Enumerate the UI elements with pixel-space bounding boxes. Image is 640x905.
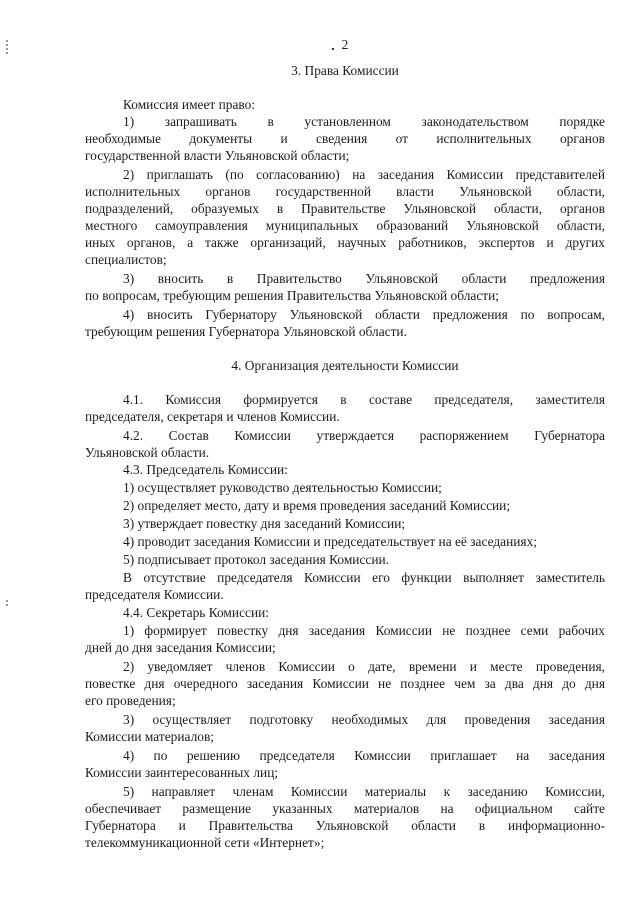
paragraph-line: его проведения; [85, 693, 176, 708]
paragraph-line: обеспечивает размещение указанных материалов на официальном сайте [85, 801, 605, 816]
paragraph-line: 4) по решению председателя Комиссии приглашает на заседания [123, 748, 605, 763]
paragraph-line: Комиссии заинтересованных лиц; [85, 765, 279, 780]
paragraph-line: председателя, секретаря и членов Комиссии. [85, 409, 340, 424]
paragraph-line: 1) формирует повестку дня заседания Комиссии не позднее семи рабочих [123, 623, 605, 638]
paragraph-line: 3) утверждает повестку дня заседаний Комиссии; [123, 516, 406, 531]
paragraph-line: дней до дня заседания Комиссии; [85, 640, 276, 655]
scan-mark [6, 44, 8, 46]
paragraph-line: государственной власти Ульяновской области; [85, 148, 350, 163]
paragraph-line: 4.4. Секретарь Комиссии: [123, 605, 270, 620]
paragraph-line: Ульяновской области. [85, 445, 210, 460]
paragraph-line: местного самоуправления муниципальных образований Ульяновской области, [85, 218, 605, 233]
paragraph-line: 2) приглашать (по согласованию) на заседания Комиссии представителей [123, 167, 605, 182]
paragraph-line: 1) запрашивать в установленном законодательством порядке [123, 114, 605, 129]
paragraph-line: 4) вносить Губернатору Ульяновской области предложения по вопросам, [123, 307, 605, 322]
paragraph-line: председателя Комиссии. [85, 587, 224, 602]
page-number: 2 [341, 37, 349, 52]
paragraph-line: 5) подписывает протокол заседания Комиссии. [123, 552, 390, 567]
scan-mark [6, 48, 8, 50]
paragraph-line: 5) направляет членам Комиссии материалы к заседанию Комиссии, [123, 784, 605, 799]
paragraph-line: Комиссии материалов; [85, 729, 215, 744]
paragraph-line: исполнительных органов государственной власти Ульяновской области, [85, 184, 605, 199]
paragraph-line: необходимые документы и сведения от исполнительных органов [85, 131, 605, 146]
paragraph-line: подразделений, образуемых в Правительстве Ульяновской области, органов [85, 201, 605, 216]
paragraph-line: 3) вносить в Правительство Ульяновской области предложения [123, 271, 605, 286]
scan-mark [6, 40, 8, 42]
paragraph-line: 4.2. Состав Комиссии утверждается распоряжением Губернатора [123, 428, 605, 443]
paragraph-line: 2) уведомляет членов Комиссии о дате, времени и месте проведения, [123, 659, 605, 674]
paragraph-line: 4.3. Председатель Комиссии: [123, 462, 288, 477]
paragraph-line: Губернатора и Правительства Ульяновской области в информационно- [85, 818, 605, 833]
section-4-title: 4. Организация деятельности Комиссии [231, 358, 459, 373]
paragraph-line: повестке дня очередного заседания Комиссии не позднее чем за два дня до дня [85, 676, 605, 691]
paragraph-line: 3) осуществляет подготовку необходимых для проведения заседания [123, 712, 605, 727]
paragraph-line: телекоммуникационной сети «Интернет»; [85, 835, 325, 850]
paragraph-line: В отсутствие председателя Комиссии его функции выполняет заместитель [123, 570, 605, 585]
paragraph-line: иных органов, а также организаций, научных работников, экспертов и других [85, 235, 605, 250]
paragraph-line: по вопросам, требующим решения Правительства Ульяновской области; [85, 288, 500, 303]
scan-mark [6, 600, 8, 602]
scan-mark [6, 604, 8, 606]
paragraph-line: 4.1. Комиссия формируется в составе председателя, заместителя [123, 392, 605, 407]
scan-mark [6, 52, 8, 54]
paragraph-line: специалистов; [85, 252, 167, 267]
paragraph-line: Комиссия имеет право: [123, 97, 256, 112]
section-3-title: 3. Права Комиссии [291, 63, 399, 78]
paragraph-line: 1) осуществляет руководство деятельностью Комиссии; [123, 480, 442, 495]
paragraph-line: 2) определяет место, дату и время проведения заседаний Комиссии; [123, 498, 511, 513]
paragraph-line: требующим решения Губернатора Ульяновской области. [85, 324, 407, 339]
paragraph-line: 4) проводит заседания Комиссии и председательствует на её заседаниях; [123, 534, 537, 549]
